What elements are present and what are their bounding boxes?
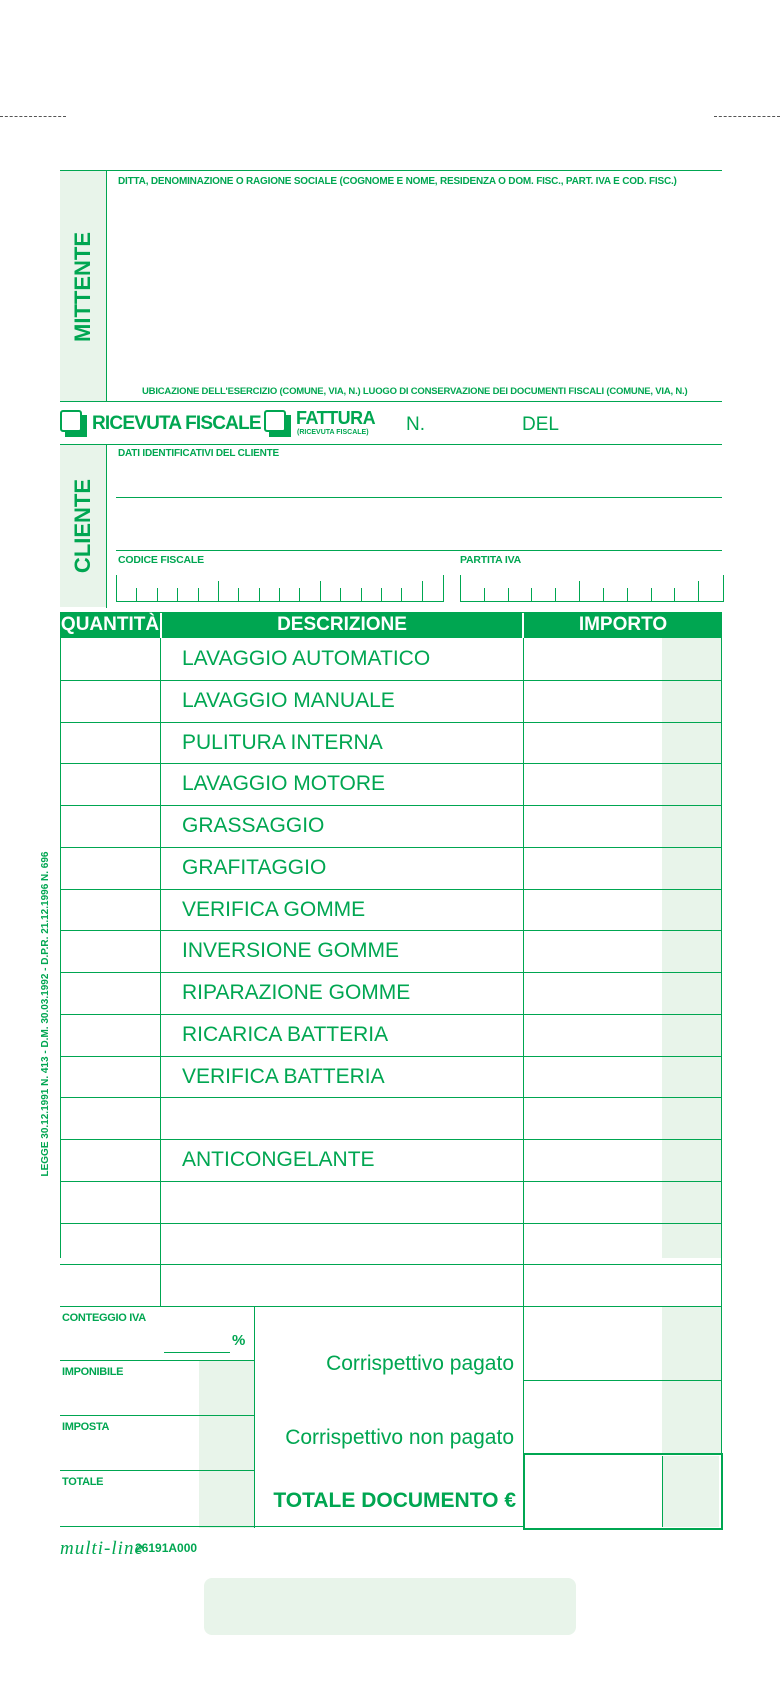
item-row-description: LAVAGGIO AUTOMATICO <box>182 647 431 670</box>
totale-documento-label: TOTALE DOCUMENTO € <box>273 1489 516 1512</box>
item-row-description: RICARICA BATTERIA <box>182 1023 389 1046</box>
field-tick <box>218 581 219 601</box>
field-tick <box>259 588 260 601</box>
corrispettivo-non-pagato-label: Corrispettivo non pagato <box>285 1426 514 1449</box>
codice-fiscale-label: CODICE FISCALE <box>118 554 204 566</box>
field-tick <box>698 581 699 601</box>
item-row-description: INVERSIONE GOMME <box>182 939 400 962</box>
ditta-label: DITTA, DENOMINAZIONE O RAGIONE SOCIALE (COGNOME E NOME, RESIDENZA O DOM. FISC., PART. IVA E COD. FISC.) <box>118 176 677 187</box>
field-tick <box>651 588 652 601</box>
item-row-description: VERIFICA BATTERIA <box>182 1065 385 1088</box>
header-descrizione: DESCRIZIONE <box>162 612 522 638</box>
form-code: 26191A000 <box>135 1541 198 1555</box>
item-row-description: PULITURA INTERNA <box>182 731 383 754</box>
header-importo: IMPORTO <box>524 612 722 638</box>
field-tick <box>177 588 178 601</box>
corrispettivo-pagato-label: Corrispettivo pagato <box>326 1352 514 1375</box>
cut-line-left <box>0 116 66 117</box>
imponibile-label: IMPONIBILE <box>62 1366 124 1378</box>
fattura-sublabel: (RICEVUTA FISCALE) <box>297 429 369 436</box>
fattura-label: FATTURA <box>296 408 376 428</box>
imposta-label: IMPOSTA <box>62 1421 110 1433</box>
importo-decimal-shade <box>662 638 722 1258</box>
field-tick <box>674 588 675 601</box>
field-tick <box>198 588 199 601</box>
field-tick <box>627 588 628 601</box>
dati-cliente-label: DATI IDENTIFICATIVI DEL CLIENTE <box>118 448 280 459</box>
codice-fiscale-field[interactable] <box>116 575 444 602</box>
header-quantita: QUANTITÀ <box>60 612 160 638</box>
item-row-description: LAVAGGIO MOTORE <box>182 772 386 795</box>
ricevuta-checkbox[interactable] <box>60 410 82 432</box>
iva-percent-field[interactable] <box>164 1338 230 1353</box>
item-row-description: VERIFICA GOMME <box>182 898 366 921</box>
conteggio-iva-label: CONTEGGIO IVA <box>62 1312 146 1324</box>
item-row-description: GRASSAGGIO <box>182 814 325 837</box>
field-tick <box>381 588 382 601</box>
del-label: DEL <box>522 414 559 435</box>
fattura-checkbox[interactable] <box>264 410 286 432</box>
field-tick <box>422 581 423 601</box>
item-row-description: LAVAGGIO MANUALE <box>182 689 395 712</box>
mittente-label: MITTENTE <box>70 232 95 342</box>
field-tick <box>320 581 321 601</box>
field-tick <box>401 588 402 601</box>
field-tick <box>299 588 300 601</box>
brand-logo: multi-line <box>60 1538 144 1559</box>
field-tick <box>279 588 280 601</box>
field-tick <box>531 588 532 601</box>
ubicazione-label: UBICAZIONE DELL'ESERCIZIO (COMUNE, VIA, N.) LUOGO DI CONSERVAZIONE DEI DOCUMENTI FISCALI (COMUNE, VIA, N.) <box>142 386 688 397</box>
numero-label: N. <box>406 414 425 435</box>
field-tick <box>603 588 604 601</box>
cut-line-right <box>714 116 780 117</box>
field-tick <box>555 588 556 601</box>
item-row-description: ANTICONGELANTE <box>182 1148 375 1171</box>
field-tick <box>340 588 341 601</box>
legal-text: LEGGE 30.12.1991 N. 413 - D.M. 30.03.1992 - D.P.R. 21.12.1996 N. 696 <box>40 851 51 1177</box>
field-tick <box>579 581 580 601</box>
ricevuta-label: RICEVUTA FISCALE <box>92 413 261 434</box>
item-row-description: RIPARAZIONE GOMME <box>182 981 411 1004</box>
totale-label: TOTALE <box>62 1476 104 1488</box>
item-row-description: GRAFITAGGIO <box>182 856 327 879</box>
stamp-area <box>204 1578 576 1635</box>
field-tick <box>361 588 362 601</box>
cliente-label: CLIENTE <box>70 478 95 574</box>
partita-iva-field[interactable] <box>460 575 724 602</box>
field-tick <box>508 588 509 601</box>
percent-sign: % <box>232 1332 246 1349</box>
field-tick <box>484 588 485 601</box>
field-tick <box>157 588 158 601</box>
field-tick <box>238 588 239 601</box>
field-tick <box>136 588 137 601</box>
partita-iva-label: PARTITA IVA <box>460 554 521 566</box>
